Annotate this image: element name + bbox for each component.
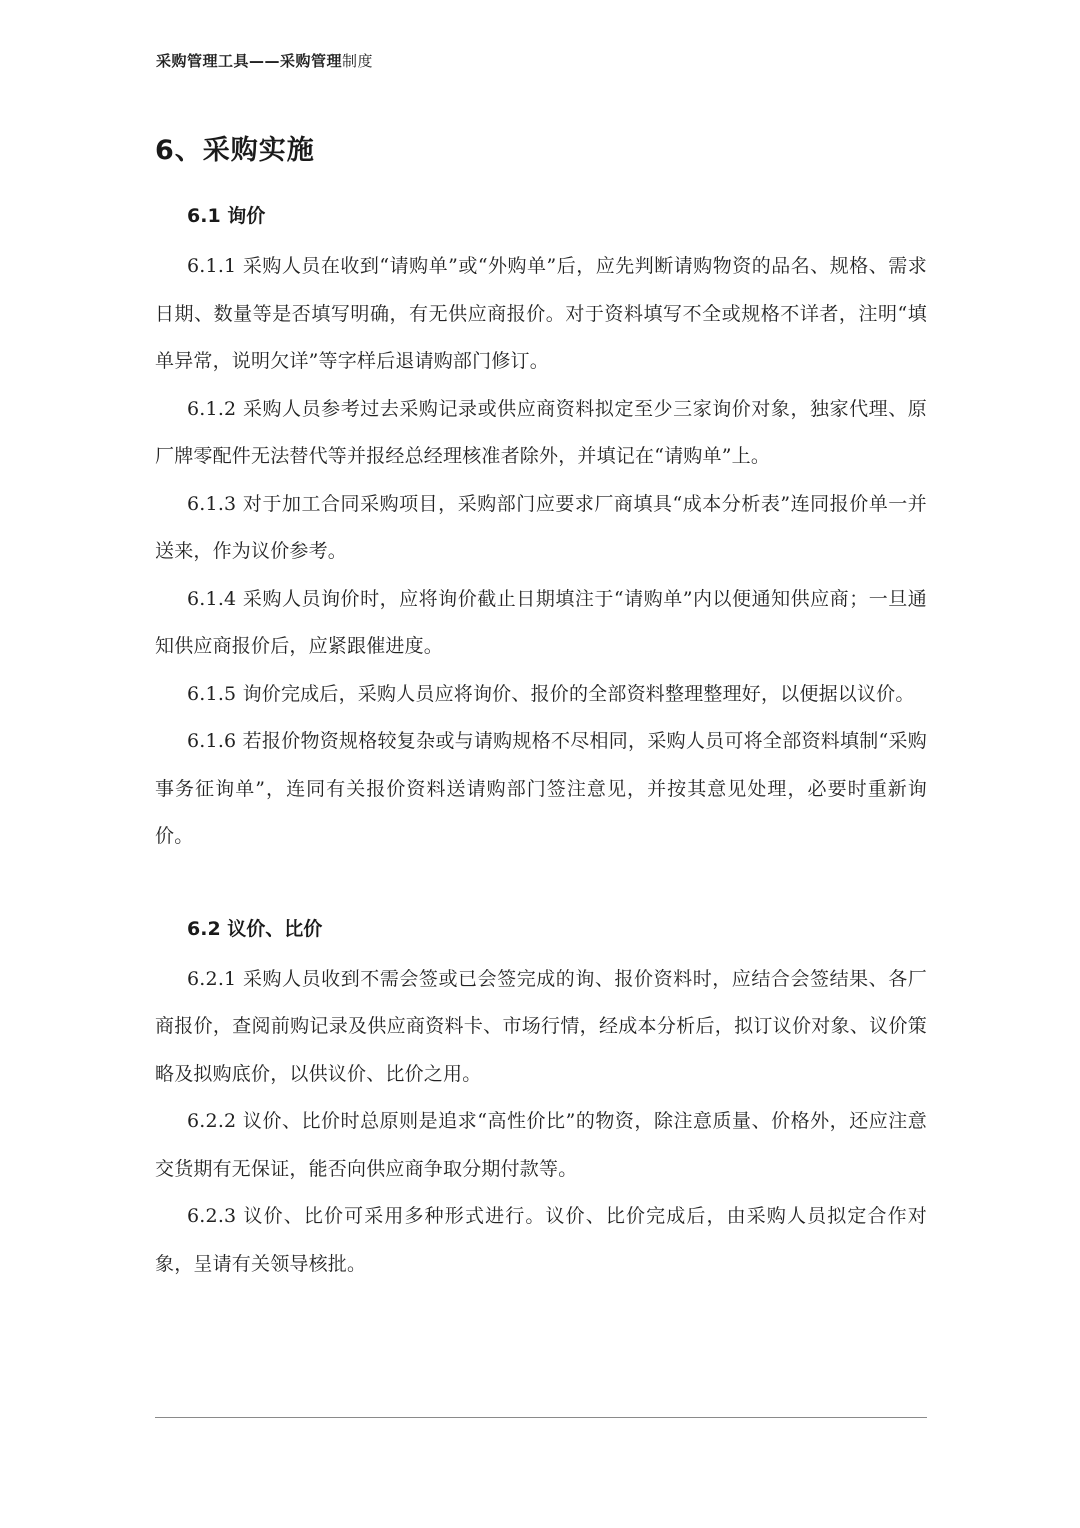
running-header [156, 50, 373, 71]
paragraph-6-1-2: 6.1.2 采购人员参考过去采购记录或供应商资料拟定至少三家询价对象，独家代理、原厂牌零配件无法替代等并报经总经理核准者除外，并填记在“请购单”上。 [155, 397, 927, 467]
paragraph-6-1-4: 6.1.4 采购人员询价时，应将询价截止日期填注于“请购单”内以便通知供应商；一旦通知供应商报价后，应紧跟催进度。 [155, 587, 927, 657]
paragraph-6-1-1: 6.1.1 采购人员在收到“请购单”或“外购单”后，应先判断请购物资的品名、规格、需求日期、数量等是否填写明确，有无供应商报价。对于资料填写不全或规格不详者，注明“填单异常，说明欠详”等字样后退请购部门修订。 [155, 255, 927, 372]
paragraph-6-2-1: 6.2.1 采购人员收到不需会签或已会签完成的询、报价资料时，应结合会签结果、各厂商报价，查阅前购记录及供应商资料卡、市场行情，经成本分析后，拟订议价对象、议价策略及拟购底价，以供议价、比价之用。 [155, 967, 927, 1085]
section-title: 6、采购实施 [155, 135, 315, 166]
paragraph-6-2-2: 6.2.2 议价、比价时总原则是追求“高性价比”的物资，除注意质量、价格外，还应注意交货期有无保证，能否向供应商争取分期付款等。 [155, 1110, 927, 1180]
document-body [155, 196, 927, 1288]
footer-divider [155, 1417, 927, 1418]
paragraph-6-2-3: 6.2.3 议价、比价可采用多种形式进行。议价、比价完成后，由采购人员拟定合作对象，呈请有关领导核批。 [155, 1205, 927, 1275]
paragraph-6-1-6: 6.1.6 若报价物资规格较复杂或与请购规格不尽相同，采购人员可将全部资料填制“采购事务征询单”，连同有关报价资料送请购部门签注意见，并按其意见处理，必要时重新询价。 [155, 730, 927, 847]
header-title-bold: 采购管理工具——采购管理 [156, 52, 343, 70]
paragraph-6-1-5: 6.1.5 询价完成后，采购人员应将询价、报价的全部资料整理整理好，以便据以议价。 [187, 682, 915, 705]
subsection-title-inquiry: 6.1 询价 [187, 205, 266, 227]
header-title-normal: 制度 [342, 52, 374, 70]
paragraph-6-1-3: 6.1.3 对于加工合同采购项目，采购部门应要求厂商填具“成本分析表”连同报价单一并送来，作为议价参考。 [155, 492, 927, 562]
subsection-title-negotiation: 6.2 议价、比价 [187, 917, 323, 940]
